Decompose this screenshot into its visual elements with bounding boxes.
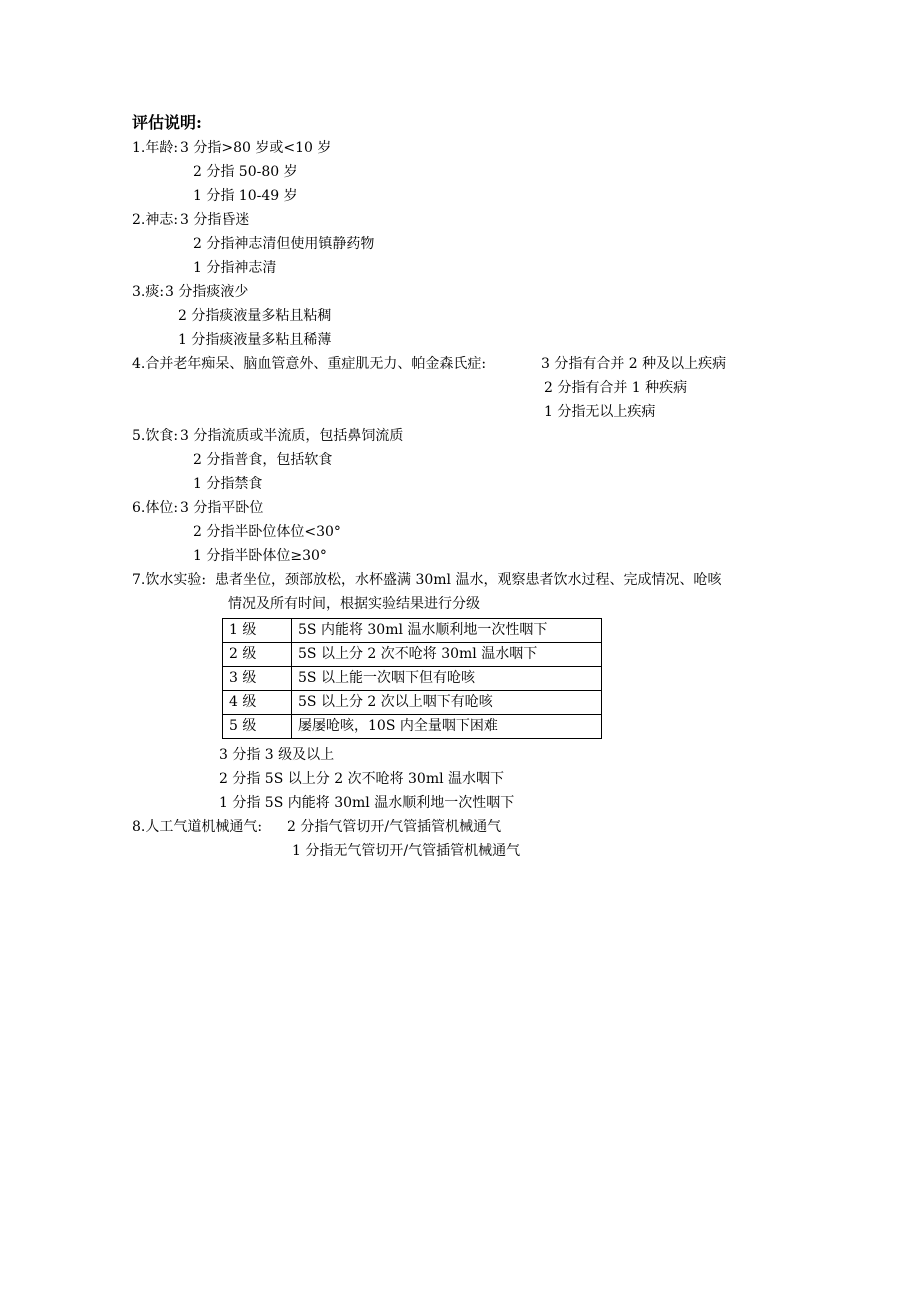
airway-score-1: 1 分指无气管切开/气管插管机械通气: [292, 843, 521, 859]
water-test-desc-2: 情况及所有时间，根据实验结果进行分级: [228, 596, 480, 612]
grade-level: 4 级: [223, 691, 292, 715]
grade-desc: 5S 以上能一次咽下但有呛咳: [292, 667, 602, 691]
table-row: [223, 691, 602, 715]
sputum-score-2: 2 分指痰液量多粘且粘稠: [178, 308, 332, 324]
diet-label: 5.饮食:: [132, 428, 179, 444]
grade-level: 3 级: [223, 667, 292, 691]
table-row: [223, 667, 602, 691]
grade-level: 5 级: [223, 715, 292, 739]
section-title: 评估说明:: [132, 113, 202, 132]
grade-desc: 5S 内能将 30ml 温水顺利地一次性咽下: [292, 619, 602, 643]
comorbidity-score-3: 3 分指有合并 2 种及以上疾病: [541, 356, 727, 372]
consciousness-score-1: 1 分指神志清: [193, 260, 277, 276]
table-row: [223, 643, 602, 667]
consciousness-score-3: 3 分指昏迷: [180, 212, 250, 228]
position-score-3: 3 分指平卧位: [180, 500, 264, 516]
swallow-grade-table: [222, 618, 602, 739]
water-test-score-3: 3 分指 3 级及以上: [219, 747, 335, 763]
water-test-label: 7.饮水实验:: [132, 572, 207, 588]
consciousness-label: 2.神志:: [132, 212, 179, 228]
position-label: 6.体位:: [132, 500, 179, 516]
comorbidity-label: 4.合并老年痴呆、脑血管意外、重症肌无力、帕金森氏症:: [132, 356, 487, 372]
position-score-1: 1 分指半卧体位≥30°: [193, 548, 327, 564]
diet-score-2: 2 分指普食，包括软食: [193, 452, 333, 468]
sputum-label: 3.痰:: [132, 284, 165, 300]
airway-score-2: 2 分指气管切开/气管插管机械通气: [287, 819, 502, 835]
age-score-3: 3 分指>80 岁或<10 岁: [180, 140, 332, 156]
diet-score-1: 1 分指禁食: [193, 476, 263, 492]
consciousness-score-2: 2 分指神志清但使用镇静药物: [193, 236, 375, 252]
comorbidity-score-2: 2 分指有合并 1 种疾病: [544, 380, 688, 396]
comorbidity-score-1: 1 分指无以上疾病: [544, 404, 656, 420]
grade-desc: 5S 以上分 2 次不呛将 30ml 温水咽下: [292, 643, 602, 667]
sputum-score-1: 1 分指痰液量多粘且稀薄: [178, 332, 332, 348]
age-label: 1.年龄:: [132, 140, 179, 156]
grade-desc: 5S 以上分 2 次以上咽下有呛咳: [292, 691, 602, 715]
grade-level: 1 级: [223, 619, 292, 643]
position-score-2: 2 分指半卧位体位<30°: [193, 524, 341, 540]
diet-score-3: 3 分指流质或半流质，包括鼻饲流质: [180, 428, 404, 444]
airway-label: 8.人工气道机械通气:: [132, 819, 263, 835]
water-test-score-1: 1 分指 5S 内能将 30ml 温水顺利地一次性咽下: [219, 795, 515, 811]
table-row: [223, 619, 602, 643]
grade-desc: 屡屡呛咳，10S 内全量咽下困难: [292, 715, 602, 739]
age-score-2: 2 分指 50-80 岁: [193, 164, 298, 180]
sputum-score-3: 3 分指痰液少: [165, 284, 249, 300]
water-test-desc-1: 患者坐位，颈部放松，水杯盛满 30ml 温水，观察患者饮水过程、完成情况、呛咳: [215, 572, 722, 588]
age-score-1: 1 分指 10-49 岁: [193, 188, 298, 204]
table-row: [223, 715, 602, 739]
water-test-score-2: 2 分指 5S 以上分 2 次不呛将 30ml 温水咽下: [219, 771, 505, 787]
grade-level: 2 级: [223, 643, 292, 667]
